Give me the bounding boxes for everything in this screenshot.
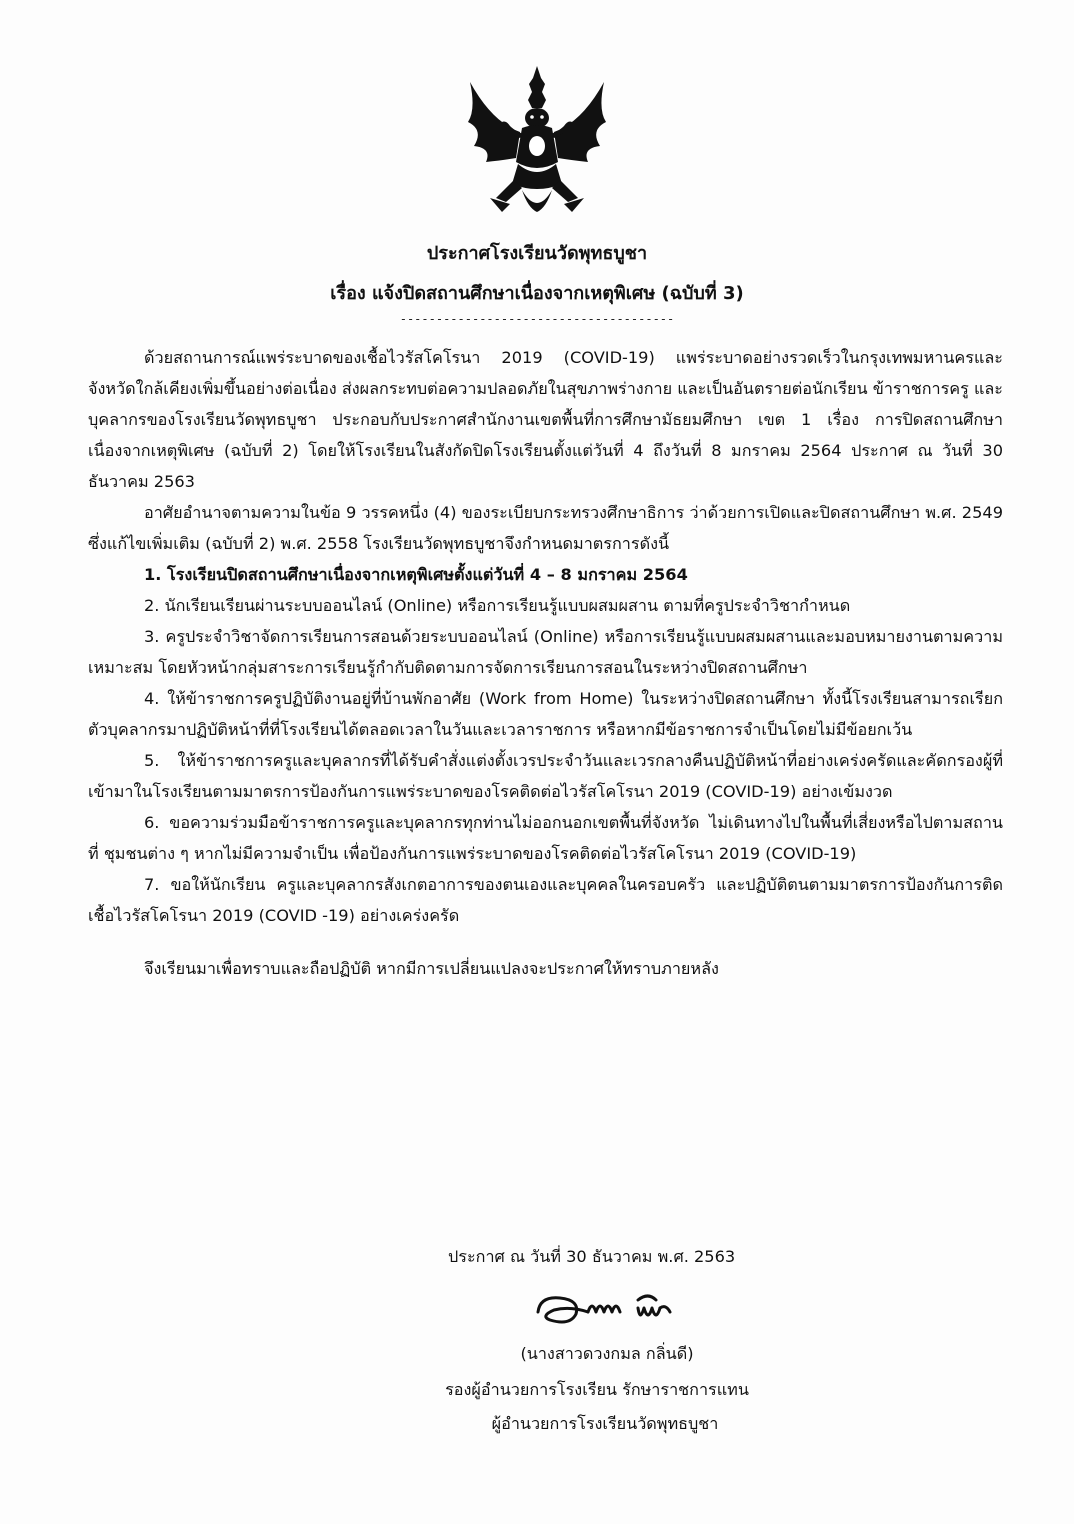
paragraph-authority: อาศัยอำนาจตามความในข้อ 9 วรรคหนึ่ง (4) ของระเบียบกระทรวงศึกษาธิการ ว่าด้วยการเปิดและปิดสถานศึกษา พ.ศ. 2549 ซึ่งแก้ไขเพิ่มเติม (ฉบับที่ 2) พ.ศ. 2558 โรงเรียนวัดพุทธบูชาจึงกำหนดมาตรการดังนี้ [88, 503, 1003, 553]
measure-item-6: 6. ขอความร่วมมือข้าราชการครูและบุคลากรทุกท่านไม่ออกนอกเขตพื้นที่จังหวัด ไม่เดินทางไปในพื้นที่เสี่ยงหรือไปตามสถานที่ ชุมชนต่าง ๆ หากไม่มีความจำเป็น เพื่อป้องกันการแพร่ระบาดของโรคติดต่อไวรัสโคโรนา 2019 (COVID-19) [88, 813, 1003, 863]
signer-name: (นางสาวดวงกมล กลิ่นดี) [520, 1344, 694, 1363]
paragraph-background: ด้วยสถานการณ์แพร่ระบาดของเชื้อไวรัสโคโรนา 2019 (COVID-19) แพร่ระบาดอย่างรวดเร็วในกรุงเทพมหานครและจังหวัดใกล้เคียงเพิ่มขึ้นอย่างต่อเนื่อง ส่งผลกระทบต่อความปลอดภัยในสุขภาพร่างกาย และเป็นอันตรายต่อนักเรียน ข้าราชการครู และบุคลากรของโรงเรียนวัดพุทธบูชา ประกอบกับประกาศสำนักงานเขตพื้นที่การศึกษามัธยมศึกษา เขต 1 เรื่อง การปิดสถานศึกษาเนื่องจากเหตุพิเศษ (ฉบับที่ 2) โดยให้โรงเรียนในสังกัดปิดโรงเรียนตั้งแต่วันที่ 4 ถึงวันที่ 8 มกราคม 2564 ประกาศ ณ วันที่ 30 ธันวาคม 2563 [88, 348, 1003, 491]
measure-item-2: 2. นักเรียนเรียนผ่านระบบออนไลน์ (Online) หรือการเรียนรู้แบบผสมผสาน ตามที่ครูประจำวิชากำหนด [144, 596, 851, 615]
measure-item-3: 3. ครูประจำวิชาจัดการเรียนการสอนด้วยระบบออนไลน์ (Online) หรือการเรียนรู้แบบผสมผสานและมอบหมายงานตามความเหมาะสม โดยหัวหน้ากลุ่มสาระการเรียนรู้กำกับติดตามการจัดการเรียนการสอนในระหว่างปิดสถานศึกษา [88, 627, 1003, 677]
announcement-subject: เรื่อง แจ้งปิดสถานศึกษาเนื่องจากเหตุพิเศษ (ฉบับที่ 3) [330, 283, 744, 304]
closing-paragraph: จึงเรียนมาเพื่อทราบและถือปฏิบัติ หากมีการเปลี่ยนแปลงจะประกาศให้ทราบภายหลัง [144, 959, 719, 978]
announcement-title: ประกาศโรงเรียนวัดพุทธบูชา [426, 243, 648, 264]
measure-item-1: 1. โรงเรียนปิดสถานศึกษาเนื่องจากเหตุพิเศษตั้งแต่วันที่ 4 – 8 มกราคม 2564 [144, 565, 688, 584]
signer-position-acting: ผู้อำนวยการโรงเรียนวัดพุทธบูชา [491, 1414, 719, 1433]
measure-item-7: 7. ขอให้นักเรียน ครูและบุคลากรสังเกตอาการของตนเองและบุคคลในครอบครัว และปฏิบัติตนตามมาตรการป้องกันการติดเชื้อไวรัสโคโรนา 2019 (COVID -19) อย่างเคร่งครัด [88, 875, 1003, 925]
announcement-date: ประกาศ ณ วันที่ 30 ธันวาคม พ.ศ. 2563 [448, 1247, 736, 1266]
signer-position: รองผู้อำนวยการโรงเรียน รักษาราชการแทน [445, 1380, 749, 1399]
measure-item-5: 5. ให้ข้าราชการครูและบุคลากรที่ได้รับคำสั่งแต่งตั้งเวรประจำวันและเวรกลางคืนปฏิบัติหน้าที่อย่างเคร่งครัดและคัดกรองผู้ที่เข้ามาในโรงเรียนตามมาตรการป้องกันการแพร่ระบาดของโรคติดต่อไวรัสโคโรนา 2019 (COVID-19) อย่างเข้มงวด [88, 751, 1003, 801]
garuda-emblem-icon [462, 62, 612, 217]
title-divider: -------------------------------------- [399, 312, 675, 326]
measure-item-4: 4. ให้ข้าราชการครูปฏิบัติงานอยู่ที่บ้านพักอาศัย (Work from Home) ในระหว่างปิดสถานศึกษา ทั้งนี้โรงเรียนสามารถเรียกตัวบุคลากรมาปฏิบัติหน้าที่ที่โรงเรียนได้ตลอดเวลาในวันและเวลาราชการ หรือหากมีข้อราชการจำเป็นโดยไม่มีข้อยกเว้น [88, 689, 1003, 739]
announcement-body [88, 342, 1003, 984]
handwritten-signature [530, 1282, 690, 1332]
